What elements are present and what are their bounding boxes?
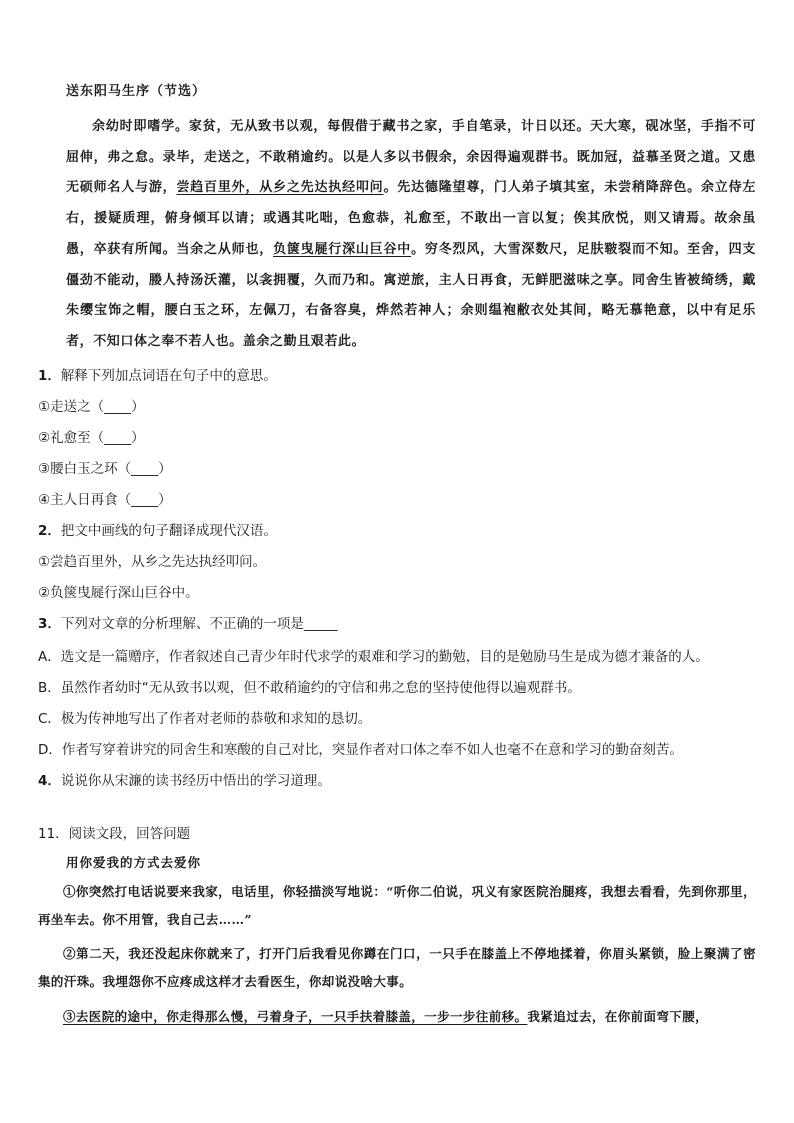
question-number: 4． [38, 773, 61, 789]
option-d: D．作者写穿着讲究的同舍生和寒酸的自己对比，突显作者对口体之奉不如人也毫不在意和学习的勤奋刻苦。 [38, 742, 683, 758]
section-11-para-3-text: 我紧追过去，在你前面弯下腰， [527, 1009, 709, 1024]
question-4 [38, 769, 331, 789]
question-number: 1． [38, 368, 61, 384]
passage-text-1: 余幼时即嗜学。家贫，无从致书以观，每假借于藏书之家，手自笔录，计日以还。天大寒，砚冰坚，手指不可屈伸，弗之怠。录毕，走送之，不敢稍逾约。以是人多以书假余，余因得遍观群书。既加冠，益慕圣贤之道。又患无硕师名人与游， [66, 119, 756, 196]
question-1-item-3: ③腰白玉之环（____） [38, 461, 172, 477]
section-11-para-1: ①你突然打电话说要来我家，电话里，你轻描淡写地说：“听你二伯说，巩义有家医院治腿疼，我想去看看，先到你那里，再坐车去。你不用管，我自己去……” [38, 884, 756, 927]
section-11-title: 用你爱我的方式去爱你 [66, 855, 202, 870]
question-1-item-4: ④主人日再食（____） [38, 492, 172, 508]
question-text: 把文中画线的句子翻译成现代汉语。 [60, 523, 277, 539]
passage-text-2: 。先达德隆望尊，门人弟子填其室，未尝稍降辞色。余立侍左右，援疑质理，俯身倾耳以请；或遇其叱咄，色愈恭，礼愈至，不敢出一言以复；俟其欣悦，则又请焉。故余虽愚，卒获有所闻。当余之从师也， [66, 180, 756, 257]
option-b: B．虽然作者幼时“无从致书以观，但不敢稍逾约的守信和弗之怠的坚持使他得以遍观群书。 [38, 680, 581, 696]
question-number: 2． [38, 523, 61, 539]
question-3 [38, 612, 338, 632]
passage-text-3: 。穷冬烈风，大雪深数尺，足肤皲裂而不知。至舍，四支僵劲不能动，媵人持汤沃灌，以衾拥覆，久而乃和。寓逆旅，主人日再食，无鲜肥滋味之享。同舍生皆被绮绣，戴朱缨宝饰之帽，腰白玉之环，左佩刀，右备容臭，烨然若神人；余则缊袍敝衣处其间，略无慕艳意，以中有足乐者，不知口体之奉不若人也。盖余之勤且艰若此。 [66, 241, 756, 349]
question-2 [38, 519, 277, 539]
passage-title: 送东阳马生序（节选） [66, 84, 207, 99]
underlined-sentence-2: 负箧曳屣行深山巨谷中 [273, 241, 412, 257]
option-a: A．选文是一篇赠序，作者叙述自己青少年时代求学的艰难和学习的勤勉，目的是勉励马生是成为德才兼备的人。 [38, 649, 709, 665]
section-11-para-3 [38, 1003, 756, 1031]
question-1-item-2: ②礼愈至（____） [38, 430, 145, 446]
question-text: 说说你从宋濂的读书经历中悟出的学习道理。 [60, 773, 331, 789]
section-11-heading: 11．阅读文段，回答问题 [38, 826, 191, 842]
question-1 [38, 364, 277, 384]
option-c: C．极为传神地写出了作者对老师的恭敬和求知的恳切。 [38, 711, 372, 727]
question-text: 下列对文章的分析理解、不正确的一项是_____ [60, 616, 338, 632]
question-2-item-1: ①尝趋百里外，从乡之先达执经叩问。 [38, 554, 267, 570]
underlined-sentence-1: 尝趋百里外，从乡之先达执经叩问 [176, 180, 384, 196]
question-text: 解释下列加点词语在句子中的意思。 [60, 368, 277, 384]
section-11-para-2: ②第二天，我还没起床你就来了，打开门后我看见你蹲在门口，一只手在膝盖上不停地揉着，你眉头紧锁，脸上聚满了密集的汗珠。我埋怨你不应疼成这样才去看医生，你却说没啥大事。 [38, 946, 756, 989]
underlined-sentence-3: ③去医院的途中，你走得那么慢，弓着身子，一只手扶着膝盖，一步一步往前移。 [63, 1009, 528, 1024]
question-2-item-2: ②负箧曳屣行深山巨谷中。 [38, 585, 199, 601]
passage-body [66, 112, 756, 358]
question-1-item-1: ①走送之（____） [38, 399, 145, 415]
question-number: 3． [38, 616, 61, 632]
